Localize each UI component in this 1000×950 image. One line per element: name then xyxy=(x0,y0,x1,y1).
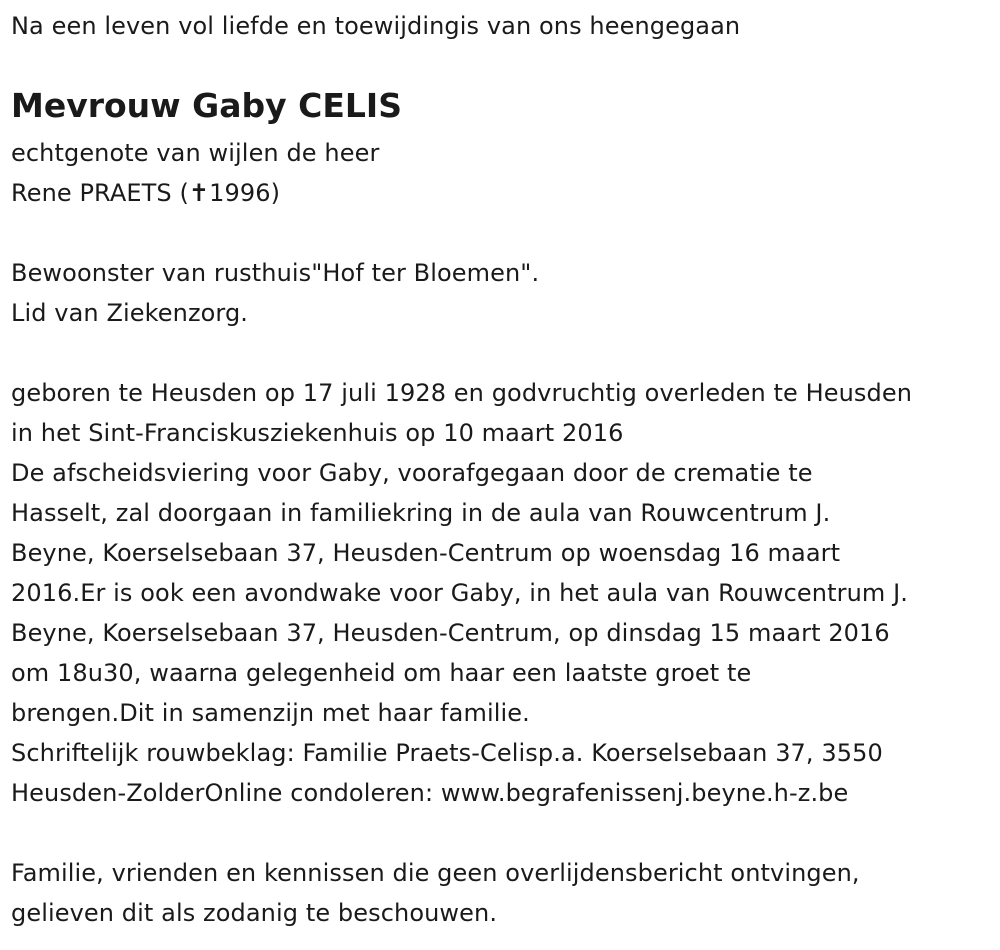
details-line: om 18u30, waarna gelegenheid om haar een laatste groet te xyxy=(11,659,752,687)
closing-line: gelieven dit als zodanig te beschouwen. xyxy=(11,899,498,927)
spouse-name: Rene PRAETS ( xyxy=(11,179,189,207)
spouse-line-2 xyxy=(11,173,379,213)
details-line: Beyne, Koerselsebaan 37, Heusden-Centrum, op dinsdag 15 maart 2016 xyxy=(11,619,890,647)
cross-icon: ✝ xyxy=(188,179,210,207)
residence-line-1: Bewoonster van rusthuis"Hof ter Bloemen". xyxy=(11,259,540,287)
details-line: Hasselt, zal doorgaan in familiekring in de aula van Rouwcentrum J. xyxy=(11,499,831,527)
closing-block xyxy=(11,853,860,933)
spouse-line-1: echtgenote van wijlen de heer xyxy=(11,139,380,167)
intro-text: Na een leven vol liefde en toewijdingis van ons heengegaan xyxy=(11,12,741,40)
details-line: Heusden-ZolderOnline condoleren: www.begrafenissenj.beyne.h-z.be xyxy=(11,779,849,807)
details-line: De afscheidsviering voor Gaby, voorafgegaan door de crematie te xyxy=(11,459,813,487)
details-line: in het Sint-Franciskusziekenhuis op 10 maart 2016 xyxy=(11,419,624,447)
spouse-death-year: 1996) xyxy=(209,179,281,207)
details-line: Beyne, Koerselsebaan 37, Heusden-Centrum op woensdag 16 maart xyxy=(11,539,841,567)
spouse-block xyxy=(11,133,379,213)
details-line: brengen.Dit in samenzijn met haar familie. xyxy=(11,699,530,727)
details-line: 2016.Er is ook een avondwake voor Gaby, in het aula van Rouwcentrum J. xyxy=(11,579,909,607)
details-line: geboren te Heusden op 17 juli 1928 en godvruchtig overleden te Heusden xyxy=(11,379,913,407)
closing-line: Familie, vrienden en kennissen die geen overlijdensbericht ontvingen, xyxy=(11,859,860,887)
details-block xyxy=(11,373,912,813)
deceased-name: Mevrouw Gaby CELIS xyxy=(11,86,402,125)
residence-line-2: Lid van Ziekenzorg. xyxy=(11,299,249,327)
details-line: Schriftelijk rouwbeklag: Familie Praets-Celisp.a. Koerselsebaan 37, 3550 xyxy=(11,739,883,767)
residence-block xyxy=(11,253,539,333)
